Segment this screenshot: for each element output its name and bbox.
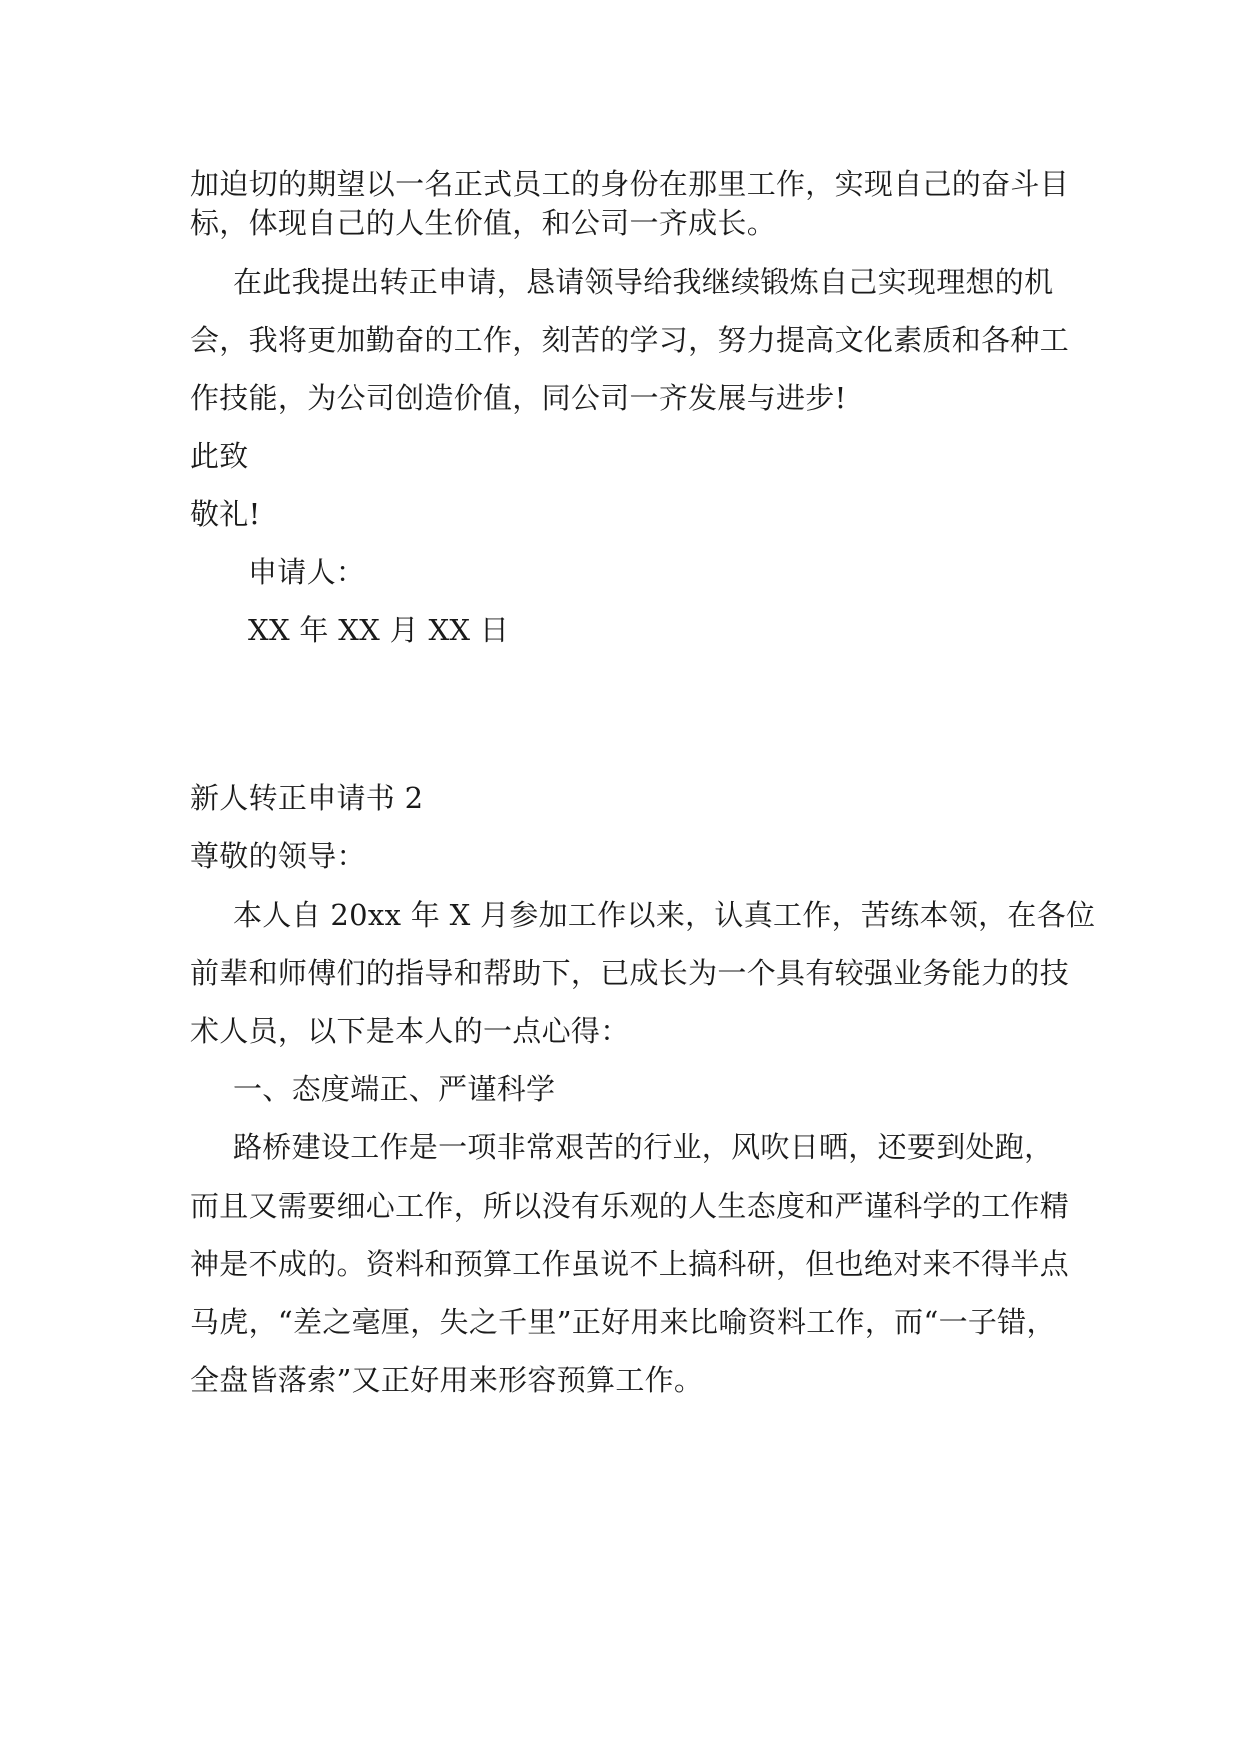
- paragraph-line: 神是不成的。资料和预算工作虽说不上搞科研，但也绝对来不得半点: [190, 1247, 1070, 1281]
- paragraph-line: 会，我将更加勤奋的工作，刻苦的学习，努力提高文化素质和各种工: [190, 323, 1070, 357]
- paragraph-line: 而且又需要细心工作，所以没有乐观的人生态度和严谨科学的工作精: [190, 1189, 1070, 1223]
- paragraph-line: 在此我提出转正申请，恳请领导给我继续锻炼自己实现理想的机: [233, 265, 1054, 299]
- paragraph-line: 加迫切的期望以一名正式员工的身份在那里工作，实现自己的奋斗目: [190, 167, 1070, 201]
- closing-text: 敬礼!: [190, 497, 261, 531]
- paragraph-line: 标，体现自己的人生价值，和公司一齐成长。: [190, 206, 777, 240]
- paragraph-line: 前辈和师傅们的指导和帮助下，已成长为一个具有较强业务能力的技: [190, 956, 1070, 990]
- paragraph-line: 路桥建设工作是一项非常艰苦的行业，风吹日晒，还要到处跑，: [233, 1130, 1054, 1164]
- section-title: 新人转正申请书 2: [190, 781, 424, 815]
- paragraph-line: 马虎，“差之毫厘，失之千里”正好用来比喻资料工作，而“一子错，: [190, 1305, 1056, 1339]
- closing-text: 此致: [190, 439, 249, 473]
- salutation: 尊敬的领导：: [190, 839, 366, 873]
- paragraph-line: 作技能，为公司创造价值，同公司一齐发展与进步!: [190, 381, 847, 415]
- applicant-label: 申请人：: [248, 555, 366, 589]
- paragraph-line: 全盘皆落索”又正好用来形容预算工作。: [190, 1363, 704, 1397]
- section-heading: 一、态度端正、严谨科学: [233, 1072, 556, 1106]
- paragraph-line: 术人员，以下是本人的一点心得：: [190, 1014, 630, 1048]
- signature-date: XX 年 XX 月 XX 日: [248, 613, 510, 647]
- paragraph-line: 本人自 20xx 年 X 月参加工作以来，认真工作，苦练本领，在各位: [233, 898, 1096, 932]
